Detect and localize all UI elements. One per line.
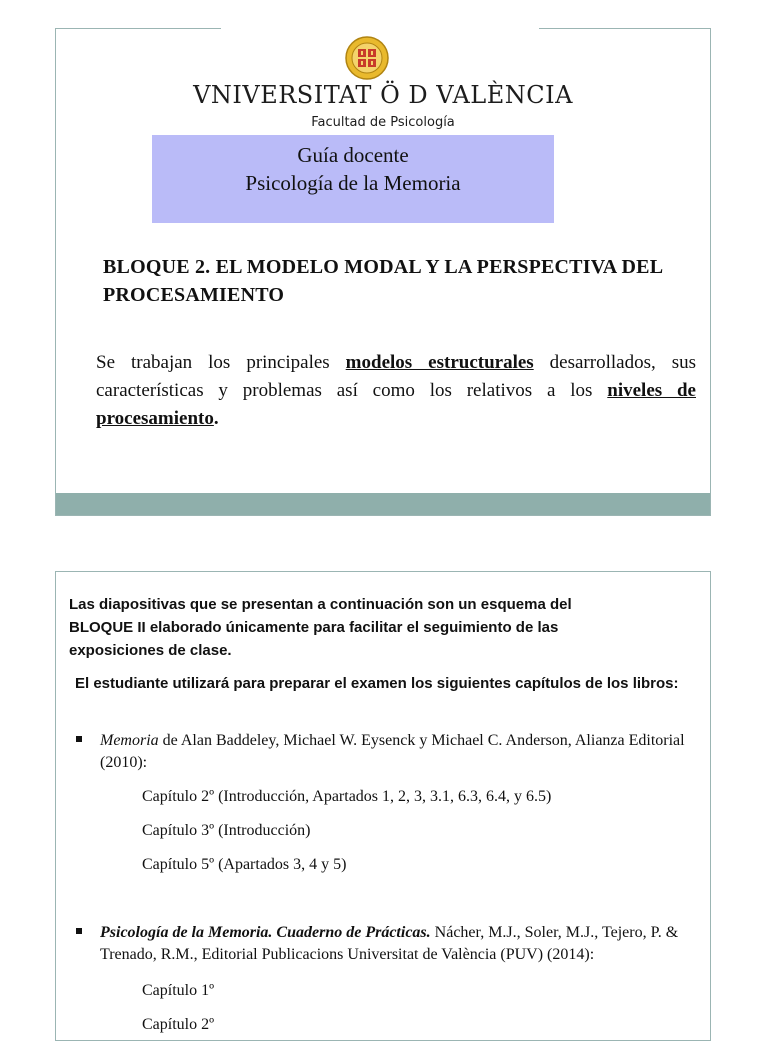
bullet-square-icon [76,928,82,934]
book-details: de Alan Baddeley, Michael W. Eysenck y Michael C. Anderson, Alianza Editorial (2010): [100,732,685,771]
book-title: Psicología de la Memoria. Cuaderno de Prácticas. [100,924,431,941]
description-part-2: desarrollados, sus características y problemas así como los relativos a los [96,352,696,401]
description-part-1: Se trabajan los principales [96,352,346,373]
chapter-item: Capítulo 1º [142,982,215,999]
university-name: VNIVERSITAT Ö D VALÈNCIA [193,81,573,109]
chapter-item: Capítulo 2º (Introducción, Apartados 1, 2, 3, 3.1, 6.3, 6.4, y 6.5) [142,788,552,805]
guide-title: Guía docente [297,143,409,167]
slide-1 [55,28,711,516]
book-title: Memoria [100,732,159,749]
chapter-item: Capítulo 2º [142,1016,215,1033]
faculty-name: Facultad de Psicología [311,115,455,130]
slide-2 [55,571,711,1041]
chapter-item: Capítulo 5º (Apartados 3, 4 y 5) [142,856,347,873]
block-title: BLOQUE 2. EL MODELO MODAL Y LA PERSPECTIVA DEL PROCESAMIENTO [103,256,663,306]
slide-bottom-bar [56,493,710,515]
intro-paragraph: Las diapositivas que se presentan a continuación son un esquema del BLOQUE II elaborado únicamente para facilitar el seguimiento de las exposiciones de clase. [69,596,572,659]
block-description [96,349,696,433]
book-entry-cuaderno [76,922,696,966]
description-part-3: . [213,408,219,429]
course-title: Psicología de la Memoria [245,171,461,195]
study-instructions: El estudiante utilizará para preparar el examen los siguientes capítulos de los libros: [75,675,679,692]
logo-gap [221,27,539,31]
guide-title-box [152,135,554,223]
book-details: Nácher, M.J., Soler, M.J., Tejero, P. & Trenado, R.M., Editorial Publicacions Universitat de València (PUV) (2014): [100,924,679,963]
book-entry-memoria [76,730,696,774]
university-seal-icon [345,36,389,80]
description-emphasis-processing-levels: niveles de procesamiento [96,380,696,429]
description-emphasis-structural-models: modelos estructurales [345,352,534,373]
bullet-square-icon [76,736,82,742]
chapter-item: Capítulo 3º (Introducción) [142,822,311,839]
